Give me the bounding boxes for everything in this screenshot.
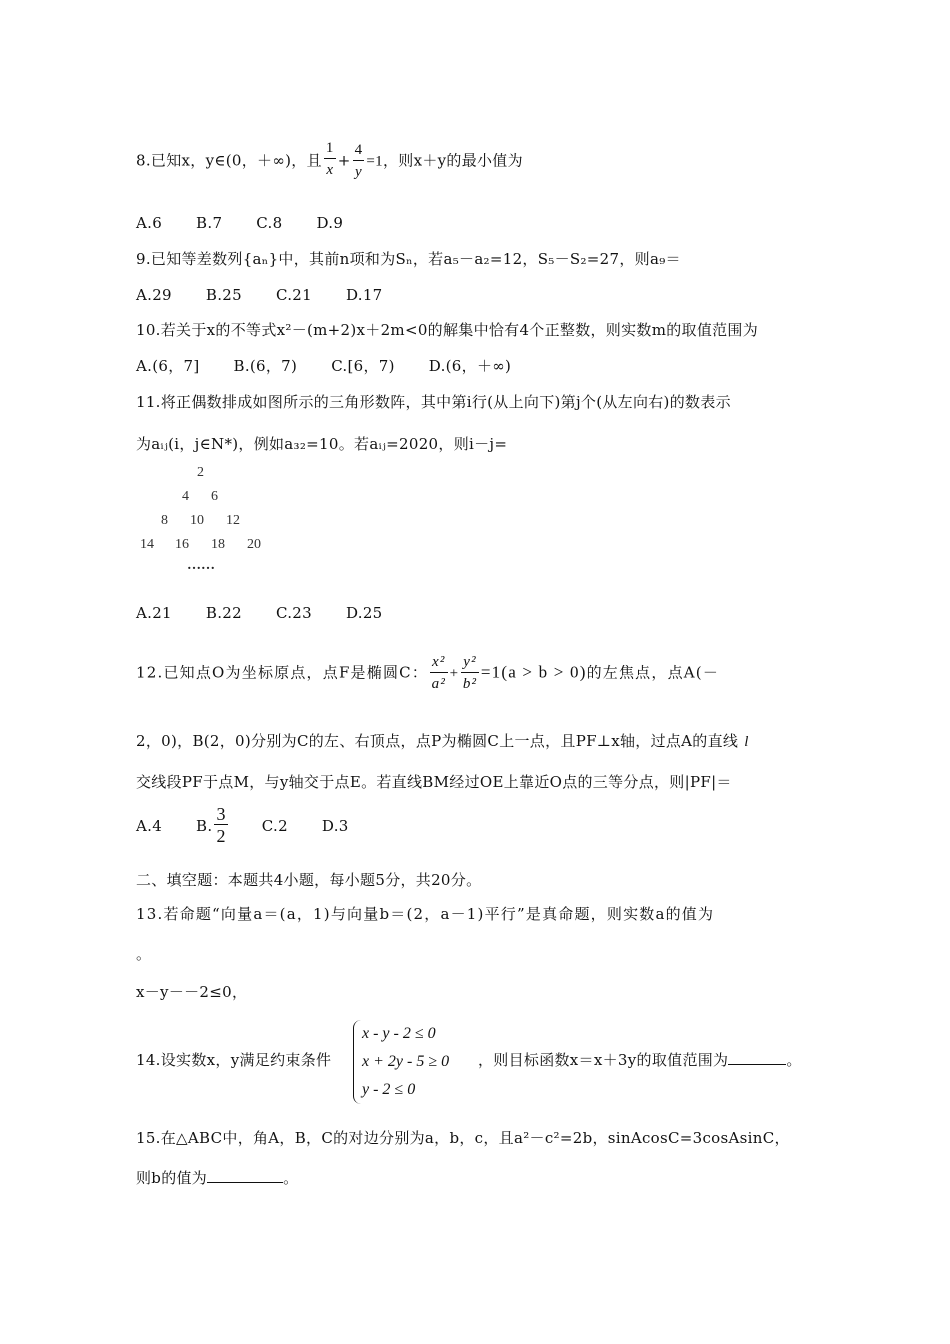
frac-den: a² (431, 676, 447, 692)
option-b-label: B. (196, 816, 213, 835)
option-a: A.21 (136, 604, 172, 622)
question-11-line2: 为aᵢⱼ(i，j∈N*)，例如a₃₂=10。若aᵢⱼ=2020，则i－j= (136, 435, 508, 453)
option-d: D.25 (345, 604, 383, 622)
fraction-y2-b2 (461, 652, 479, 695)
option-a: A.(6，7] (136, 357, 200, 375)
fraction-x2-a2 (430, 652, 448, 695)
q13-tail: 。 (136, 945, 152, 963)
frac-num: x² (430, 652, 448, 673)
triangle-cell: 14 (140, 537, 154, 552)
question-8 (136, 140, 523, 183)
option-b: B.(6，7) (233, 357, 298, 375)
triangle-cell: 2 (197, 465, 204, 480)
q14-end: 。 (786, 1051, 802, 1069)
constraint-2: x + 2y - 5 ≥ 0 (362, 1053, 450, 1070)
option-d: D.(6，＋∞) (428, 357, 512, 375)
question-12-line1: 12.已知点O为坐标原点，点F是椭圆C： $\frac{\text{x²}}{\text{a²}}$ + $\frac{\text{y²}}{\text{b²}}$ =1(a > b > 0)的左焦点，点A(－ (136, 652, 719, 695)
option-c: C.21 (275, 286, 312, 304)
option-b: B.25 (205, 286, 242, 304)
q8-prefix: 8.已知x，y∈(0，＋∞)，且 (136, 151, 322, 170)
triangle-cell: 8 (161, 513, 168, 528)
constraint-1: x - y - 2 ≤ 0 (362, 1025, 436, 1042)
triangle-cell: 18 (211, 537, 225, 552)
equals-one: =1 (366, 153, 383, 170)
q9-options (136, 285, 417, 305)
option-a: A.4 (136, 816, 163, 835)
option-c: C.23 (275, 604, 312, 622)
triangle-cell: 12 (226, 513, 240, 528)
q10-options (136, 356, 545, 376)
question-15-line1: 15.在△ABC中，角A，B，C的对边分别为a，b，c，且a²－c²=2b，sinAcosC=3cosAsinC， (136, 1129, 790, 1147)
constraint-system (353, 1020, 449, 1104)
q8-options (136, 213, 377, 233)
question-12-line2 (136, 731, 749, 752)
stray-inequality: x－y－－2≤0， (136, 983, 248, 1001)
q14-suffix-text: ，则目标函数x＝x＋3y的取值范围为 (478, 1051, 729, 1069)
frac-den: 2 (216, 826, 226, 846)
question-9: 9.已知等差数列{aₙ}中，其前n项和为Sₙ，若a₅－a₂=12，S₅－S₂=27，则a₉＝ (136, 250, 681, 268)
q12-suffix: 的左焦点，点A(－ (586, 663, 720, 682)
frac-num: 3 (216, 804, 226, 824)
frac-den: y (355, 164, 362, 180)
fraction-4-over-y (353, 140, 365, 183)
question-14-prefix: 14.设实数x，y满足约束条件 (136, 1051, 332, 1069)
option-d: D.3 (321, 816, 349, 835)
triangle-cell: 6 (211, 489, 218, 504)
fraction-1-over-x (324, 138, 336, 181)
option-c: C.2 (261, 816, 288, 835)
ellipse-condition: =1(a > b > 0) (480, 662, 587, 682)
option-a: A.6 (136, 214, 163, 232)
option-c: C.8 (256, 214, 283, 232)
option-d: D.9 (316, 214, 344, 232)
section-heading: 二、填空题：本题共4小题，每小题5分，共20分。 (136, 871, 482, 889)
q15-end: 。 (283, 1169, 299, 1187)
question-15-line2 (136, 1168, 298, 1188)
option-c: C.[6，7) (331, 357, 395, 375)
option-b: B.22 (205, 604, 242, 622)
q12-options (136, 804, 349, 847)
frac-num: y² (461, 652, 479, 673)
line-l-var: l (744, 734, 749, 750)
frac-den: x (326, 162, 334, 178)
answer-blank[interactable] (728, 1050, 786, 1065)
question-13: 13.若命题“向量a＝(a，1)与向量b＝(2，a－1)平行”是真命题，则实数a的值为 (136, 905, 715, 923)
answer-blank[interactable] (207, 1168, 283, 1183)
option-b: B.7 (196, 214, 223, 232)
q15-prefix: 则b的值为 (136, 1169, 208, 1187)
q12-line2-text: 2，0)，B(2，0)分别为C的左、右顶点，点P为椭圆C上一点，且PF⊥x轴，过点A的直线 (136, 732, 739, 750)
option-b-fraction (214, 804, 227, 847)
q12-prefix: 12.已知点O为坐标原点，点F是椭圆C： (136, 663, 429, 682)
constraint-3: y - 2 ≤ 0 (362, 1081, 416, 1098)
frac-den: b² (462, 676, 478, 692)
triangle-ellipsis: …… (187, 558, 215, 573)
option-a: A.29 (136, 286, 172, 304)
question-10: 10.若关于x的不等式x²－(m+2)x＋2m<0的解集中恰有4个正整数，则实数m的取值范围为 (136, 321, 759, 339)
question-14-suffix (478, 1050, 802, 1070)
triangle-cell: 10 (190, 513, 204, 528)
frac-num: 1 (324, 138, 336, 159)
question-11-line1: 11.将正偶数排成如图所示的三角形数阵，其中第i行(从上向下)第j个(从左向右)的数表示 (136, 393, 731, 411)
frac-num: 4 (353, 140, 365, 161)
triangle-cell: 16 (175, 537, 189, 552)
option-d: D.17 (345, 286, 383, 304)
triangle-cell: 20 (247, 537, 261, 552)
triangle-cell: 4 (182, 489, 189, 504)
plus-sign: + (337, 151, 351, 170)
q11-options (136, 603, 417, 623)
question-12-line3: 交线段PF于点M，与y轴交于点E。若直线BM经过OE上靠近O点的三等分点，则|PF|＝ (136, 773, 732, 791)
q8-suffix: ，则x＋y的最小值为 (382, 151, 523, 170)
